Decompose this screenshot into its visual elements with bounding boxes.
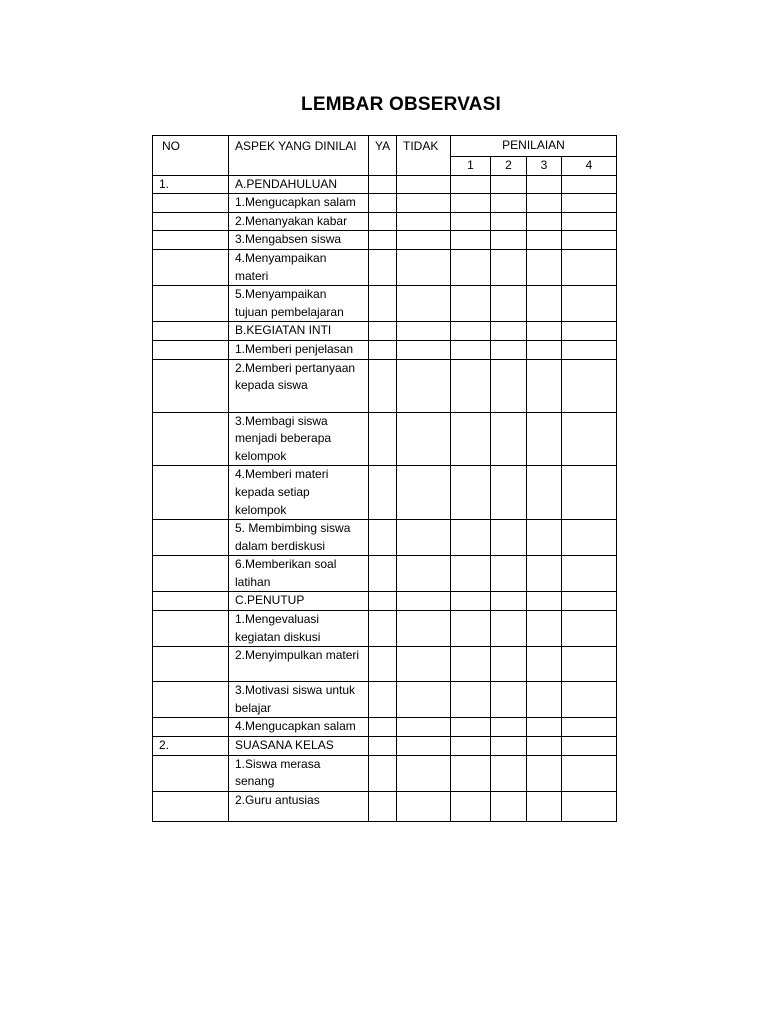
table-row [153, 359, 617, 412]
cell-tidak[interactable] [397, 231, 451, 250]
cell-ya[interactable] [369, 592, 397, 611]
cell-score-4[interactable] [562, 466, 617, 520]
cell-ya[interactable] [369, 175, 397, 194]
table-row [153, 592, 617, 611]
cell-score-2[interactable] [491, 611, 527, 647]
cell-score-2[interactable] [491, 194, 527, 213]
row-aspek: 1.Siswa merasa senang [229, 755, 369, 791]
cell-score-3[interactable] [527, 466, 562, 520]
cell-score-2[interactable] [491, 520, 527, 556]
row-aspek: SUASANA KELAS [229, 737, 369, 756]
cell-score-4[interactable] [562, 175, 617, 194]
cell-score-1[interactable] [451, 340, 491, 359]
row-no [153, 718, 229, 737]
table-row [153, 194, 617, 213]
row-no [153, 231, 229, 250]
cell-score-3[interactable] [527, 520, 562, 556]
table-row [153, 249, 617, 285]
cell-tidak[interactable] [397, 611, 451, 647]
table-row [153, 466, 617, 520]
cell-ya[interactable] [369, 466, 397, 520]
cell-score-3[interactable] [527, 194, 562, 213]
cell-score-3[interactable] [527, 412, 562, 466]
cell-score-1[interactable] [451, 249, 491, 285]
row-aspek: 3.Motivasi siswa untuk belajar [229, 682, 369, 718]
cell-score-3[interactable] [527, 322, 562, 341]
cell-ya[interactable] [369, 249, 397, 285]
row-aspek: 4.Menyampaikan materi [229, 249, 369, 285]
cell-ya[interactable] [369, 647, 397, 682]
header-score-3: 3 [527, 157, 562, 176]
cell-score-4[interactable] [562, 340, 617, 359]
cell-ya[interactable] [369, 737, 397, 756]
cell-score-3[interactable] [527, 647, 562, 682]
cell-tidak[interactable] [397, 556, 451, 592]
cell-score-3[interactable] [527, 682, 562, 718]
cell-score-1[interactable] [451, 322, 491, 341]
cell-tidak[interactable] [397, 755, 451, 791]
table-row [153, 412, 617, 466]
cell-score-1[interactable] [451, 791, 491, 821]
header-ya: YA [369, 136, 397, 176]
table-row [153, 682, 617, 718]
cell-tidak[interactable] [397, 359, 451, 412]
cell-score-1[interactable] [451, 466, 491, 520]
row-no [153, 791, 229, 821]
table-row [153, 718, 617, 737]
row-aspek: 2.Menyimpulkan materi [229, 647, 369, 682]
cell-score-2[interactable] [491, 755, 527, 791]
table-row [153, 340, 617, 359]
header-score-2: 2 [491, 157, 527, 176]
row-no [153, 592, 229, 611]
cell-score-2[interactable] [491, 791, 527, 821]
cell-score-2[interactable] [491, 322, 527, 341]
row-no [153, 212, 229, 231]
cell-score-1[interactable] [451, 286, 491, 322]
row-aspek: 4.Mengucapkan salam [229, 718, 369, 737]
cell-score-4[interactable] [562, 212, 617, 231]
row-no: 2. [153, 737, 229, 756]
cell-score-4[interactable] [562, 286, 617, 322]
row-no [153, 466, 229, 520]
cell-score-3[interactable] [527, 791, 562, 821]
table-row [153, 611, 617, 647]
cell-score-2[interactable] [491, 359, 527, 412]
cell-score-4[interactable] [562, 611, 617, 647]
cell-score-3[interactable] [527, 175, 562, 194]
cell-score-4[interactable] [562, 592, 617, 611]
cell-ya[interactable] [369, 520, 397, 556]
cell-ya[interactable] [369, 718, 397, 737]
row-aspek: 1.Mengevaluasi kegiatan diskusi [229, 611, 369, 647]
cell-tidak[interactable] [397, 737, 451, 756]
row-aspek: C.PENUTUP [229, 592, 369, 611]
table-row [153, 755, 617, 791]
cell-score-4[interactable] [562, 647, 617, 682]
cell-score-2[interactable] [491, 231, 527, 250]
cell-score-3[interactable] [527, 592, 562, 611]
row-no [153, 611, 229, 647]
cell-score-4[interactable] [562, 737, 617, 756]
row-no: 1. [153, 175, 229, 194]
cell-tidak[interactable] [397, 791, 451, 821]
table-row [153, 175, 617, 194]
cell-score-1[interactable] [451, 231, 491, 250]
table-row [153, 286, 617, 322]
row-no [153, 340, 229, 359]
cell-score-2[interactable] [491, 718, 527, 737]
cell-score-3[interactable] [527, 556, 562, 592]
cell-score-2[interactable] [491, 592, 527, 611]
table-row [153, 212, 617, 231]
row-no [153, 556, 229, 592]
cell-score-3[interactable] [527, 737, 562, 756]
cell-score-1[interactable] [451, 175, 491, 194]
cell-score-1[interactable] [451, 212, 491, 231]
observation-table [152, 135, 617, 822]
cell-ya[interactable] [369, 340, 397, 359]
cell-score-3[interactable] [527, 611, 562, 647]
cell-score-3[interactable] [527, 212, 562, 231]
cell-score-4[interactable] [562, 556, 617, 592]
cell-score-3[interactable] [527, 718, 562, 737]
cell-score-1[interactable] [451, 718, 491, 737]
cell-score-2[interactable] [491, 737, 527, 756]
cell-score-2[interactable] [491, 340, 527, 359]
page-title: LEMBAR OBSERVASI [301, 94, 501, 115]
cell-tidak[interactable] [397, 340, 451, 359]
cell-score-3[interactable] [527, 340, 562, 359]
cell-ya[interactable] [369, 194, 397, 213]
cell-tidak[interactable] [397, 212, 451, 231]
row-aspek: 2.Memberi pertanyaan kepada siswa [229, 359, 369, 412]
cell-score-1[interactable] [451, 647, 491, 682]
cell-ya[interactable] [369, 791, 397, 821]
row-no [153, 194, 229, 213]
row-aspek: A.PENDAHULUAN [229, 175, 369, 194]
cell-score-1[interactable] [451, 682, 491, 718]
cell-ya[interactable] [369, 231, 397, 250]
row-no [153, 755, 229, 791]
cell-score-2[interactable] [491, 286, 527, 322]
cell-ya[interactable] [369, 359, 397, 412]
row-aspek: B.KEGIATAN INTI [229, 322, 369, 341]
cell-score-1[interactable] [451, 194, 491, 213]
cell-score-2[interactable] [491, 175, 527, 194]
cell-tidak[interactable] [397, 286, 451, 322]
header-penilaian: PENILAIAN [451, 136, 617, 157]
cell-score-4[interactable] [562, 682, 617, 718]
cell-score-2[interactable] [491, 466, 527, 520]
cell-ya[interactable] [369, 682, 397, 718]
cell-tidak[interactable] [397, 175, 451, 194]
cell-score-4[interactable] [562, 322, 617, 341]
row-no [153, 647, 229, 682]
row-aspek: 3.Mengabsen siswa [229, 231, 369, 250]
cell-tidak[interactable] [397, 592, 451, 611]
row-no [153, 520, 229, 556]
cell-score-3[interactable] [527, 286, 562, 322]
cell-score-4[interactable] [562, 718, 617, 737]
row-no [153, 682, 229, 718]
cell-ya[interactable] [369, 755, 397, 791]
cell-score-1[interactable] [451, 755, 491, 791]
cell-tidak[interactable] [397, 412, 451, 466]
header-score-4: 4 [562, 157, 617, 176]
header-score-1: 1 [451, 157, 491, 176]
cell-ya[interactable] [369, 556, 397, 592]
cell-ya[interactable] [369, 412, 397, 466]
row-no [153, 249, 229, 285]
cell-score-4[interactable] [562, 791, 617, 821]
cell-score-3[interactable] [527, 249, 562, 285]
row-aspek: 6.Memberikan soal latihan [229, 556, 369, 592]
cell-tidak[interactable] [397, 718, 451, 737]
table-row [153, 647, 617, 682]
cell-ya[interactable] [369, 322, 397, 341]
cell-score-3[interactable] [527, 359, 562, 412]
table-row [153, 791, 617, 821]
table-row [153, 231, 617, 250]
cell-tidak[interactable] [397, 194, 451, 213]
cell-score-1[interactable] [451, 592, 491, 611]
cell-score-2[interactable] [491, 412, 527, 466]
row-aspek: 5.Menyampaikan tujuan pembelajaran [229, 286, 369, 322]
cell-score-4[interactable] [562, 249, 617, 285]
cell-tidak[interactable] [397, 520, 451, 556]
table-row [153, 322, 617, 341]
cell-score-1[interactable] [451, 520, 491, 556]
row-aspek: 5. Membimbing siswa dalam berdiskusi [229, 520, 369, 556]
row-aspek: 1.Memberi penjelasan [229, 340, 369, 359]
row-no [153, 286, 229, 322]
cell-score-4[interactable] [562, 359, 617, 412]
table-row [153, 737, 617, 756]
table-row [153, 556, 617, 592]
header-no: NO [153, 136, 229, 176]
cell-score-1[interactable] [451, 556, 491, 592]
cell-score-1[interactable] [451, 412, 491, 466]
row-aspek: 1.Mengucapkan salam [229, 194, 369, 213]
row-aspek: 2.Menanyakan kabar [229, 212, 369, 231]
row-aspek: 4.Memberi materi kepada setiap kelompok [229, 466, 369, 520]
cell-score-2[interactable] [491, 249, 527, 285]
cell-score-2[interactable] [491, 212, 527, 231]
cell-score-4[interactable] [562, 520, 617, 556]
cell-score-2[interactable] [491, 682, 527, 718]
cell-tidak[interactable] [397, 249, 451, 285]
cell-tidak[interactable] [397, 647, 451, 682]
table-row [153, 520, 617, 556]
cell-score-4[interactable] [562, 755, 617, 791]
cell-ya[interactable] [369, 611, 397, 647]
cell-ya[interactable] [369, 212, 397, 231]
row-no [153, 322, 229, 341]
cell-tidak[interactable] [397, 466, 451, 520]
cell-tidak[interactable] [397, 322, 451, 341]
row-no [153, 359, 229, 412]
row-no [153, 412, 229, 466]
cell-score-1[interactable] [451, 359, 491, 412]
header-aspek: ASPEK YANG DINILAI [229, 136, 369, 176]
cell-score-2[interactable] [491, 556, 527, 592]
cell-tidak[interactable] [397, 682, 451, 718]
row-aspek: 2.Guru antusias [229, 791, 369, 821]
cell-ya[interactable] [369, 286, 397, 322]
cell-score-1[interactable] [451, 611, 491, 647]
cell-score-2[interactable] [491, 647, 527, 682]
cell-score-1[interactable] [451, 737, 491, 756]
cell-score-3[interactable] [527, 755, 562, 791]
cell-score-3[interactable] [527, 231, 562, 250]
cell-score-4[interactable] [562, 194, 617, 213]
cell-score-4[interactable] [562, 231, 617, 250]
cell-score-4[interactable] [562, 412, 617, 466]
header-tidak: TIDAK [397, 136, 451, 176]
row-aspek: 3.Membagi siswa menjadi beberapa kelompok [229, 412, 369, 466]
